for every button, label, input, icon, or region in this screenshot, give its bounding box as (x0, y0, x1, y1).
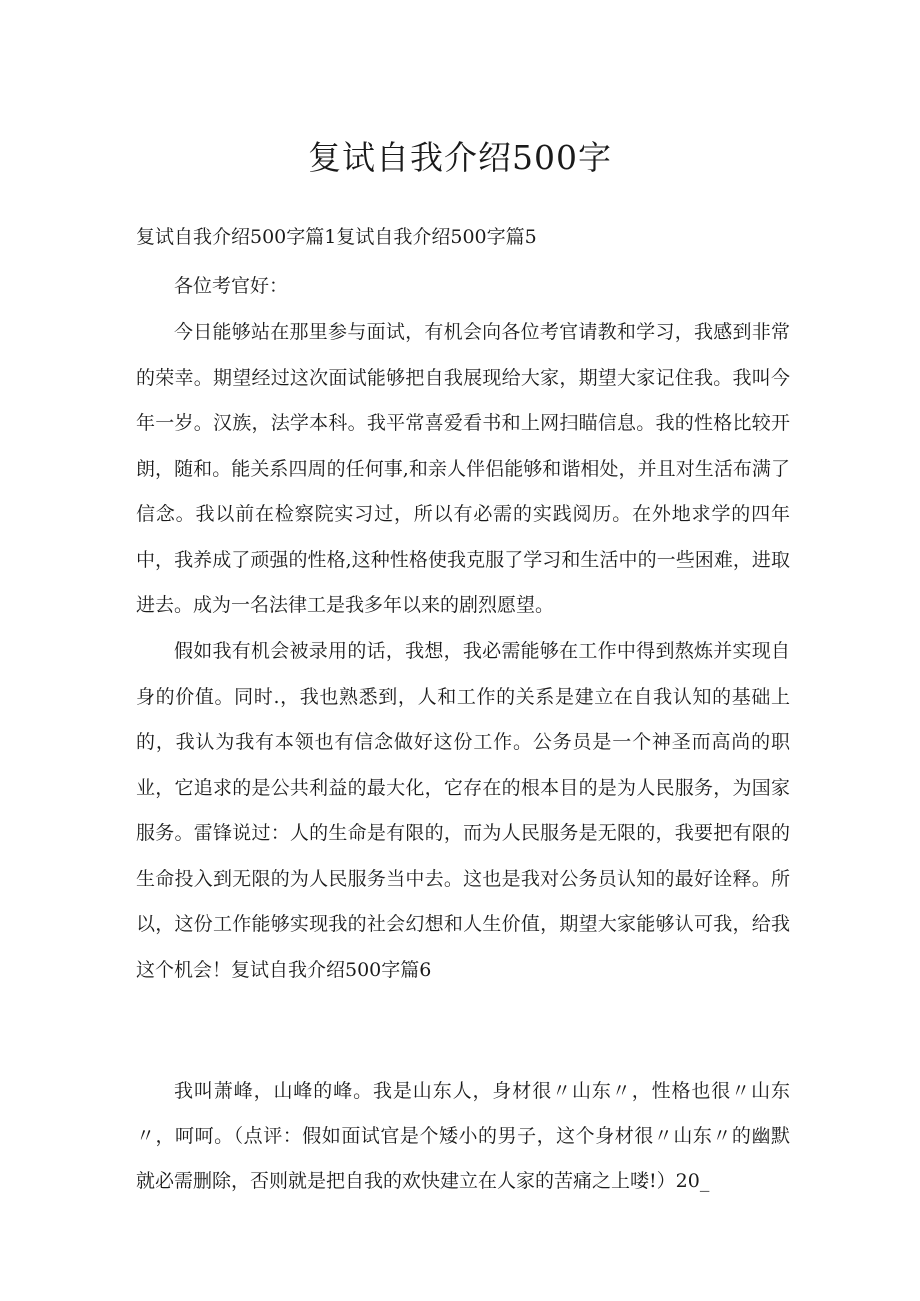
document-subtitle: 复试自我介绍500字篇1复试自我介绍500字篇5 (136, 226, 537, 248)
document-title: 复试自我介绍500字 (308, 138, 612, 177)
paragraph-3: 我叫萧峰，山峰的峰。我是山东人，身材很〃山东〃，性格也很〃山东〃，呵呵。（点评：假如面试官是个矮小的男子，这个身材很〃山东〃的幽默就必需删除，否则就是把自我的欢快建立在人家的苦痛之上喽!）20_ (136, 1080, 790, 1192)
greeting-line: 各位考官好： (174, 275, 289, 297)
paragraph-2: 假如我有机会被录用的话，我想，我必需能够在工作中得到熬炼并实现自身的价值。同时.，我也熟悉到，人和工作的关系是建立在自我认知的基础上的，我认为我有本领也有信念做好这份工作。公务员是一个神圣而高尚的职业，它追求的是公共利益的最大化，它存在的根本目的是为人民服务，为国家服务。雷锋说过：人的生命是有限的，而为人民服务是无限的，我要把有限的生命投入到无限的为人民服务当中去。这也是我对公务员认知的最好诠释。所以，这份工作能够实现我的社会幻想和人生价值，期望大家能够认可我，给我这个机会！复试自我介绍500字篇6 (136, 640, 790, 981)
paragraph-1: 今日能够站在那里参与面试，有机会向各位考官请教和学习，我感到非常的荣幸。期望经过这次面试能够把自我展现给大家，期望大家记住我。我叫今年一岁。汉族，法学本科。我平常喜爱看书和上网扫瞄信息。我的性格比较开朗，随和。能关系四周的任何事,和亲人伴侣能够和谐相处，并且对生活布满了信念。我以前在检察院实习过，所以有必需的实践阅历。在外地求学的四年中，我养成了顽强的性格,这种性格使我克服了学习和生活中的一些困难，进取进去。成为一名法律工是我多年以来的剧烈愿望。 (136, 321, 790, 616)
